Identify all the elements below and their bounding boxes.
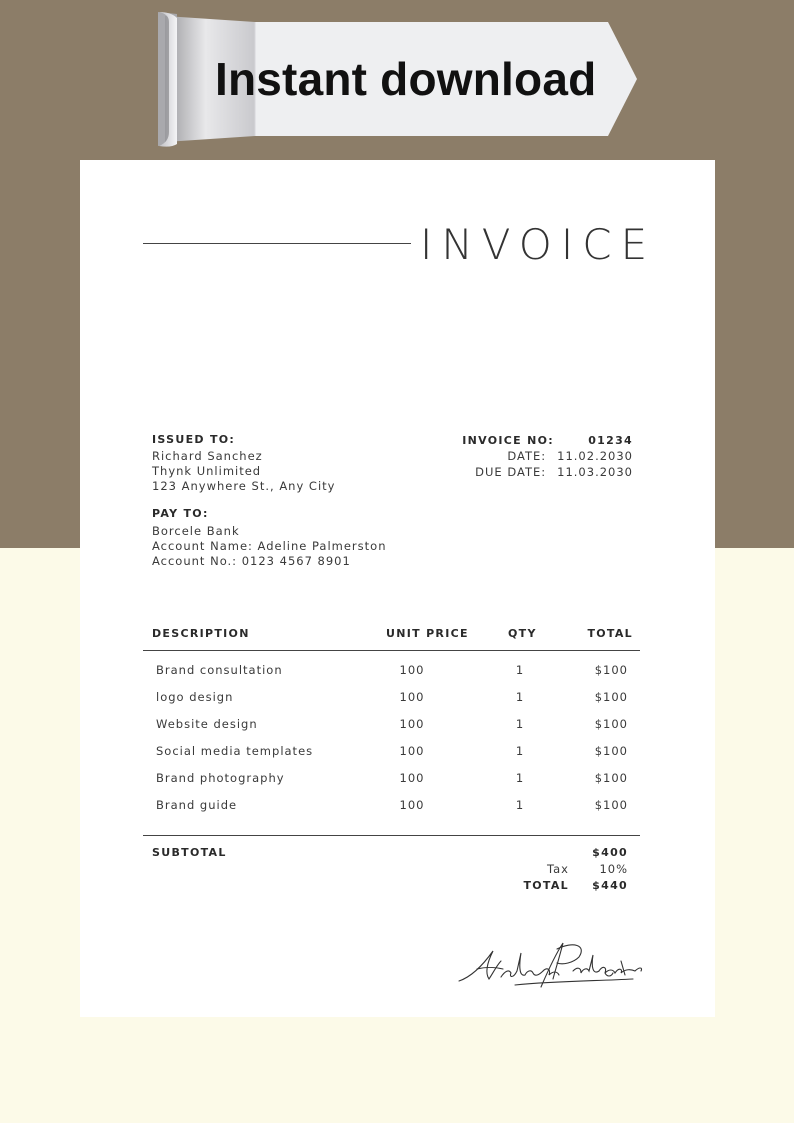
account-name: Account Name: Adeline Palmerston [152,539,387,553]
table-row [156,717,628,744]
item-description: Website design [156,717,258,731]
pay-to-label: PAY TO: [152,507,209,520]
due-date-row [460,464,633,480]
banner-title: Instant download [215,53,597,105]
bank-name: Borcele Bank [152,524,240,538]
item-description: Brand guide [156,798,238,812]
item-unit-price: 100 [399,717,425,731]
item-description: Brand consultation [156,663,283,677]
totals-block [500,845,628,895]
item-qty: 1 [515,717,525,731]
totals-divider [143,835,640,836]
line-items [156,663,628,825]
item-qty: 1 [515,663,525,677]
total-label: TOTAL [523,879,569,892]
due-date-value: 11.03.2030 [557,464,633,479]
item-description: logo design [156,690,234,704]
date-value: 11.02.2030 [557,448,633,463]
invoice-page [80,160,715,1017]
item-total: $100 [594,690,628,704]
item-description: Brand photography [156,771,285,785]
item-description: Social media templates [156,744,314,758]
subtotal-row [500,845,628,862]
table-header [152,626,633,640]
item-qty: 1 [515,690,525,704]
table-row [156,771,628,798]
table-row [156,663,628,690]
item-unit-price: 100 [399,690,425,704]
item-qty: 1 [515,798,525,812]
header-total: TOTAL [587,627,633,640]
invoice-title: INVOICE [420,220,657,269]
header-unit-price: UNIT PRICE [386,627,469,640]
item-total: $100 [594,771,628,785]
header-qty: QTY [508,627,537,640]
item-unit-price: 100 [399,744,425,758]
total-value: $440 [592,879,628,892]
total-row [500,878,628,895]
item-total: $100 [594,663,628,677]
item-qty: 1 [515,771,525,785]
client-company: Thynk Unlimited [152,464,262,478]
table-row [156,798,628,825]
issued-to-block [152,432,335,494]
item-total: $100 [594,798,628,812]
invoice-meta [460,432,633,480]
issued-to-label: ISSUED TO: [152,433,236,446]
invoice-number-row [460,432,633,448]
invoice-number-label: INVOICE NO: [462,433,554,447]
date-row [460,448,633,464]
due-date-label: DUE DATE: [475,464,547,479]
title-divider [143,243,411,244]
item-qty: 1 [515,744,525,758]
subtotal-value: $400 [592,846,628,859]
item-unit-price: 100 [399,798,425,812]
pay-to-block [152,506,387,569]
date-label: DATE: [507,448,547,463]
signature [455,935,645,995]
item-total: $100 [594,744,628,758]
header-description: DESCRIPTION [152,627,250,640]
tax-row [500,862,628,879]
table-row [156,744,628,771]
client-address: 123 Anywhere St., Any City [152,479,336,493]
item-unit-price: 100 [399,663,425,677]
client-name: Richard Sanchez [152,449,263,463]
tax-label: Tax [547,861,569,876]
instant-download-banner [155,12,640,152]
subtotal-label: SUBTOTAL [152,846,227,859]
table-header-divider [143,650,640,651]
item-unit-price: 100 [399,771,425,785]
account-number: Account No.: 0123 4567 8901 [152,554,351,568]
invoice-number-value: 01234 [588,433,633,447]
tax-value: 10% [599,861,628,876]
item-total: $100 [594,717,628,731]
table-row [156,690,628,717]
